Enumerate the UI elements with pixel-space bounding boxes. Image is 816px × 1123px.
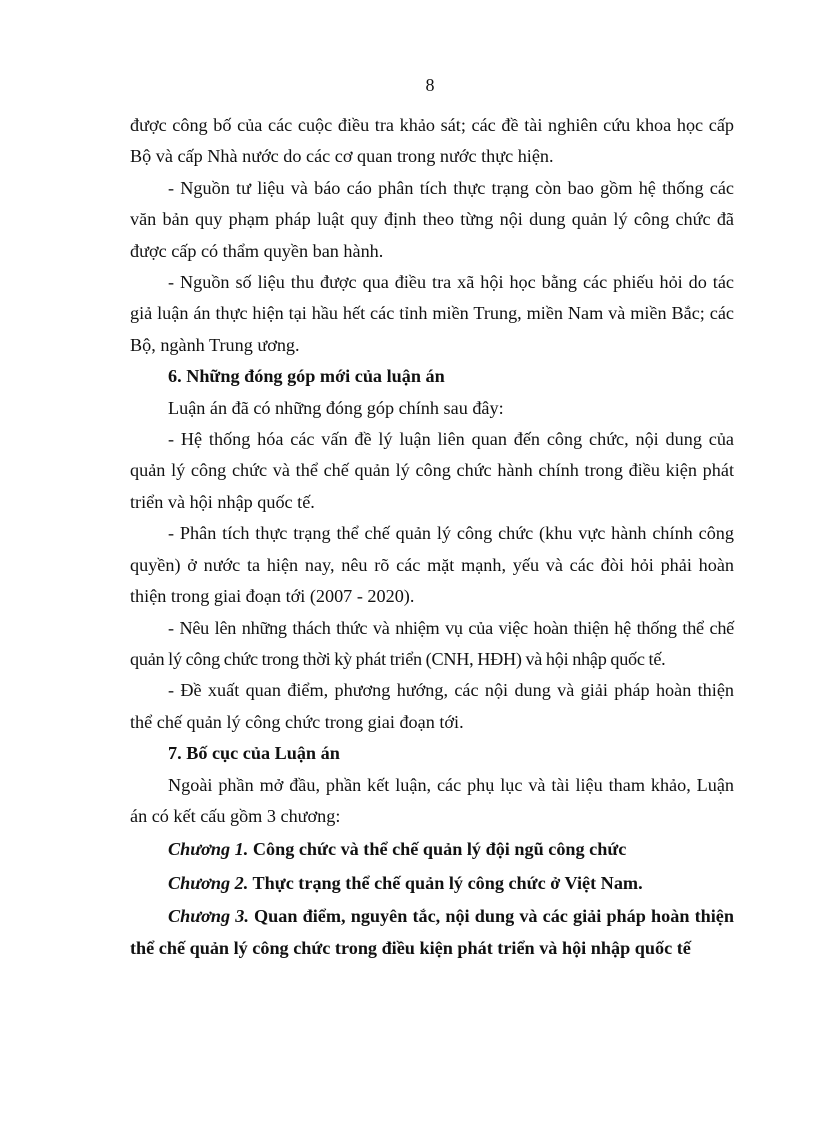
chapter-title: Công chức và thể chế quản lý đội ngũ công chức: [252, 839, 627, 860]
contribution-item: - Hệ thống hóa các vấn đề lý luận liên quan đến công chức, nội dung của quản lý công chức và thể chế quản lý công chức hành chính trong điều kiện phát triển và hội nhập quốc tế.: [130, 429, 734, 512]
chapter-entry: [130, 901, 734, 964]
contribution-item: - Đề xuất quan điểm, phương hướng, các nội dung và giải pháp hoàn thiện thể chế quản lý công chức trong giai đoạn tới.: [130, 680, 734, 732]
chapter-entry: [130, 868, 734, 899]
chapter-title: Thực trạng thể chế quản lý công chức ở Việt Nam.: [252, 872, 643, 893]
chapter-entry: [130, 834, 734, 865]
section-7-heading: 7. Bố cục của Luận án: [168, 743, 340, 764]
contribution-item: - Nêu lên những thách thức và nhiệm vụ của việc hoàn thiện hệ thống thể chế quản lý công chức trong thời kỳ phát triển (CNH, HĐH) và hội nhập quốc tế.: [130, 617, 734, 669]
page-number: 8: [425, 75, 435, 95]
section-7-intro: Ngoài phần mở đầu, phần kết luận, các phụ lục và tài liệu tham khảo, Luận án có kết cấu gồm 3 chương:: [130, 774, 734, 826]
chapter-label: Chương 1.: [168, 839, 249, 860]
paragraph-legal-documents: - Nguồn tư liệu và báo cáo phân tích thực trạng còn bao gồm hệ thống các văn bản quy phạm pháp luật quy định theo từng nội dung quản lý công chức đã được cấp có thẩm quyền ban hành.: [130, 177, 734, 261]
chapter-label: Chương 3.: [168, 906, 249, 927]
chapter-label: Chương 2.: [168, 872, 249, 893]
section-6-heading: 6. Những đóng góp mới của luận án: [168, 366, 445, 387]
paragraph-survey-data: - Nguồn số liệu thu được qua điều tra xã hội học bằng các phiếu hỏi do tác giả luận án thực hiện tại hầu hết các tỉnh miền Trung, miền Nam và miền Bắc; các Bộ, ngành Trung ương.: [130, 272, 734, 355]
paragraph-sources-continued: được công bố của các cuộc điều tra khảo sát; các đề tài nghiên cứu khoa học cấp Bộ và cấp Nhà nước do các cơ quan trong nước thực hiện.: [130, 115, 734, 167]
chapter-title: Quan điểm, nguyên tắc, nội dung và các giải pháp hoàn thiện thể chế quản lý công chức trong điều kiện phát triển và hội nhập quốc tế: [130, 906, 734, 958]
page-body: [130, 110, 734, 966]
contribution-item: - Phân tích thực trạng thể chế quản lý công chức (khu vực hành chính công quyền) ở nước ta hiện nay, nêu rõ các mặt mạnh, yếu và các đòi hỏi phải hoàn thiện trong giai đoạn tới (2007 - 2020).: [130, 523, 734, 607]
section-6-intro: Luận án đã có những đóng góp chính sau đây:: [168, 397, 504, 418]
chapter-list: [130, 834, 734, 964]
